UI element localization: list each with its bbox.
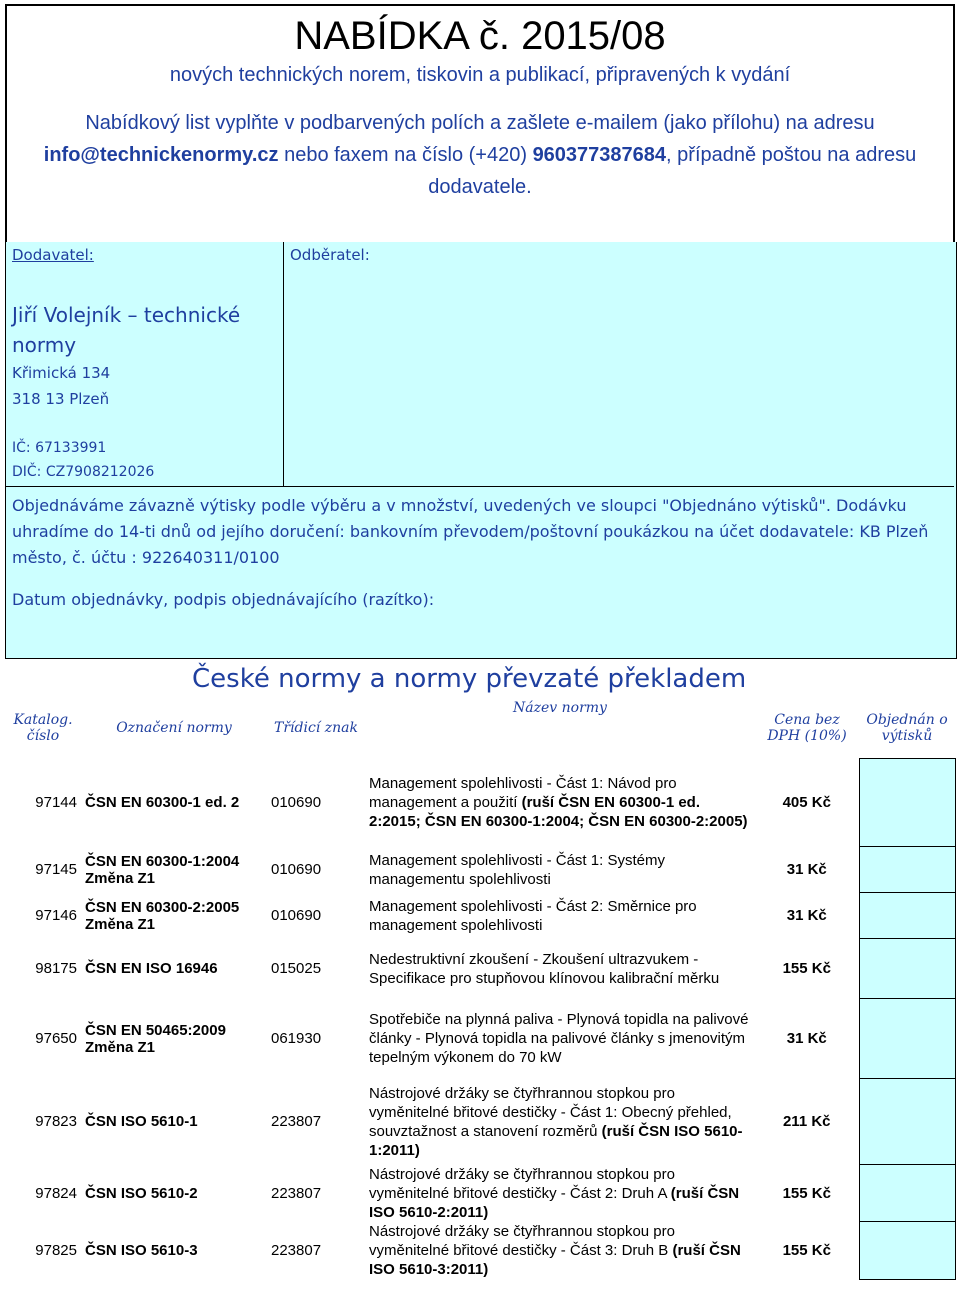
email-link[interactable]: info@technickenormy.cz — [43, 144, 279, 166]
offer-subtitle: nových technických norem, tiskovin a publikací, připravených k vydání — [169, 64, 791, 86]
standard-name-text: Management spolehlivosti - Část 1: Systémy managementu spolehlivosti — [369, 851, 665, 888]
col-code: Označení normy — [116, 720, 232, 737]
standard-code: ČSN ISO 5610-1 — [85, 1113, 198, 1130]
col-price: Cena bez DPH (10%) — [767, 712, 847, 745]
instructions-post: , případně poštou na adresu dodavatele. — [428, 144, 917, 198]
price: 31 Kč — [786, 907, 827, 924]
ordered-quantity-input[interactable] — [859, 1079, 955, 1165]
order-form — [5, 242, 957, 659]
standard-code: ČSN ISO 5610-2 — [85, 1184, 198, 1202]
price: 155 Kč — [782, 1184, 831, 1202]
ordered-quantity-input[interactable] — [859, 999, 955, 1079]
class-code: 015025 — [271, 960, 322, 977]
class-code: 010690 — [271, 861, 322, 878]
standard-code: ČSN EN 50465:2009 Změna Z1 — [85, 1021, 226, 1056]
table-row — [5, 939, 955, 999]
ordered-quantity-input[interactable] — [859, 759, 955, 847]
catalog-number: 97825 — [35, 1242, 77, 1259]
instructions-pre: Nabídkový list vyplňte v podbarvených polích a zašlete e-mailem (jako přílohu) na adresu — [85, 112, 875, 134]
standard-name — [365, 1079, 755, 1165]
supplier-name: Jiří Volejník – technické normy — [12, 303, 241, 357]
class-code: 010690 — [271, 907, 322, 924]
table-row — [5, 1079, 955, 1165]
ordered-quantity-input[interactable] — [859, 847, 955, 893]
items-table — [5, 698, 956, 1280]
instructions — [7, 107, 953, 203]
standard-name-text: Nedestruktivní zkoušení - Zkoušení ultrazvukem - Specifikace pro stupňovou klínovou kalibrační měrku — [369, 950, 720, 987]
supplier-dic: DIČ: CZ7908212026 — [12, 464, 155, 480]
order-statement — [6, 486, 954, 619]
col-class: Třídicí znak — [274, 720, 358, 737]
supplier-street: Křimická 134 — [12, 364, 111, 382]
supplier-ico: IČ: 67133991 — [12, 440, 107, 456]
standard-code: ČSN ISO 5610-3 — [85, 1242, 198, 1259]
col-catalog: Katalog. číslo — [13, 712, 73, 745]
table-header-row — [5, 698, 955, 759]
price: 31 Kč — [786, 1030, 827, 1047]
catalog-number: 97144 — [35, 794, 77, 811]
replaces-note: (ruší ČSN ISO 5610-3:2011) — [369, 1242, 741, 1278]
standard-name-text: Spotřebiče na plynná paliva - Plynová topidla na palivové články - Plynová topidla na palivové články s jmenovitým tepelným výkonem do 70 kW — [369, 1011, 749, 1066]
customer-box[interactable] — [284, 242, 956, 486]
price: 211 Kč — [782, 1113, 831, 1130]
ordered-quantity-input[interactable] — [859, 893, 955, 939]
catalog-number: 97824 — [35, 1184, 77, 1202]
standard-name-text: Management spolehlivosti - Část 1: Návod pro management a použití — [369, 775, 677, 811]
table-row — [5, 847, 955, 893]
order-terms: Objednáváme závazně výtisky podle výběru a v množství, uvedených ve sloupci "Objednáno výtisků". Dodávku uhradíme do 14-ti dnů od jejího doručení: bankovním převodem/poštovní poukázkou na účet dodavatele: KB Plzeň město, č. účtu : 922640311/0100 — [12, 496, 929, 567]
standard-name — [365, 847, 755, 893]
price: 155 Kč — [782, 960, 831, 977]
replaces-note: (ruší ČSN ISO 5610-1:2011) — [369, 1122, 743, 1159]
price: 405 Kč — [782, 794, 831, 811]
catalog-number: 98175 — [35, 960, 77, 977]
standard-name — [365, 1165, 755, 1222]
price: 31 Kč — [786, 861, 827, 878]
catalog-number: 97650 — [35, 1030, 77, 1047]
instructions-mid: nebo faxem na číslo (+420) — [278, 144, 533, 166]
standard-name-text: Nástrojové držáky se čtyřhrannou stopkou pro vyměnitelné břitové destičky - Část 3: Druh B — [369, 1223, 675, 1259]
standard-name — [365, 999, 755, 1079]
supplier-box — [6, 242, 284, 486]
offer-header — [5, 4, 955, 244]
col-ordered: Objednán o výtisků — [866, 712, 948, 744]
supplier-city: 318 13 Plzeň — [12, 390, 110, 408]
catalog-number: 97146 — [35, 907, 77, 924]
replaces-note: (ruší ČSN ISO 5610-2:2011) — [369, 1184, 740, 1221]
table-row — [5, 999, 955, 1079]
standard-name — [365, 759, 755, 847]
class-code: 223807 — [271, 1242, 322, 1259]
table-row — [5, 1222, 955, 1280]
standard-name-text: Nástrojové držáky se čtyřhrannou stopkou pro vyměnitelné břitové destičky - Část 1: Obecný přehled, souvztažnost a stanovení rozměrů — [369, 1084, 732, 1140]
table-row — [5, 893, 955, 939]
replaces-note: (ruší ČSN EN 60300-1 ed. 2:2015; ČSN EN 60300-1:2004; ČSN EN 60300-2:2005) — [369, 794, 748, 830]
standard-code: ČSN EN 60300-1 ed. 2 — [85, 794, 240, 811]
standard-name — [365, 893, 755, 939]
ordered-quantity-input[interactable] — [859, 1222, 955, 1280]
ordered-quantity-input[interactable] — [859, 939, 955, 999]
class-code: 061930 — [271, 1030, 322, 1047]
standard-name-text: Management spolehlivosti - Část 2: Směrnice pro management spolehlivosti — [369, 897, 697, 934]
supplier-label: Dodavatel: — [12, 246, 94, 264]
price: 155 Kč — [782, 1242, 831, 1259]
col-name: Název normy — [513, 700, 607, 716]
table-row — [5, 1165, 955, 1222]
standard-code: ČSN EN 60300-1:2004 Změna Z1 — [85, 852, 240, 887]
class-code: 010690 — [271, 794, 322, 811]
standard-code: ČSN EN 60300-2:2005 Změna Z1 — [85, 898, 240, 933]
class-code: 223807 — [271, 1184, 322, 1202]
fax-number: 960377387684 — [532, 144, 667, 166]
offer-title: NABÍDKA č. 2015/08 — [294, 14, 666, 58]
standard-name — [365, 1222, 755, 1280]
ordered-quantity-input[interactable] — [859, 1165, 955, 1222]
catalog-number: 97823 — [35, 1113, 77, 1130]
standard-name — [365, 939, 755, 999]
standard-code: ČSN EN ISO 16946 — [85, 960, 218, 977]
table-row — [5, 759, 955, 847]
order-date-signature[interactable]: Datum objednávky, podpis objednávajícího (razítko): — [12, 590, 435, 609]
catalog-number: 97145 — [35, 861, 77, 878]
standard-name-text: Nástrojové držáky se čtyřhrannou stopkou pro vyměnitelné břitové destičky - Část 2: Druh A — [369, 1165, 675, 1202]
class-code: 223807 — [271, 1113, 322, 1130]
customer-label: Odběratel: — [290, 246, 370, 264]
section-title: České normy a normy převzaté překladem — [192, 664, 747, 694]
